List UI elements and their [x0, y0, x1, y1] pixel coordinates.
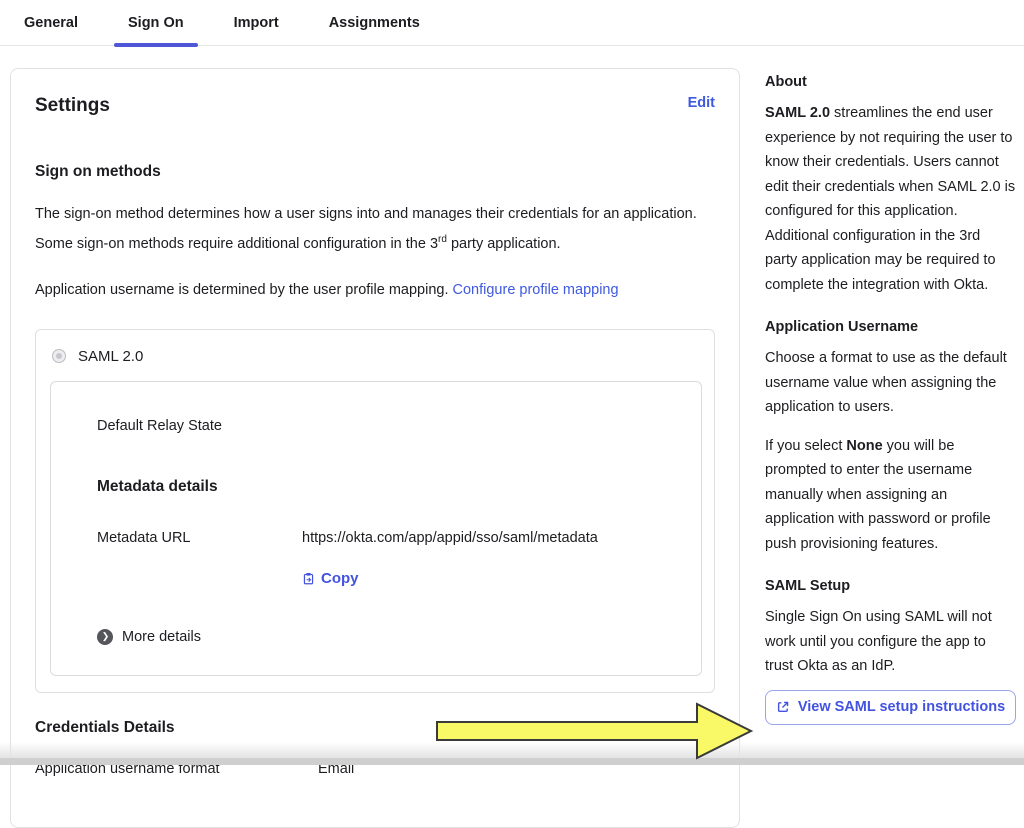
credentials-details-heading: Credentials Details [35, 719, 715, 737]
saml-radio[interactable] [52, 349, 66, 363]
application-username-paragraph-1: Choose a format to use as the default username value when assigning the application to users. [765, 346, 1016, 420]
clipboard-icon [302, 571, 315, 586]
about-heading: About [765, 74, 1016, 90]
metadata-url-value: https://okta.com/app/appid/sso/saml/metadata [302, 530, 598, 546]
saml-radio-row [50, 344, 702, 367]
bottom-strip [0, 758, 1024, 765]
settings-card-header [35, 95, 715, 117]
none-bold-term: None [846, 438, 882, 454]
metadata-url-label: Metadata URL [97, 530, 302, 546]
tab-sign-on[interactable]: Sign On [126, 0, 186, 46]
bottom-fade [0, 742, 1024, 758]
ordinal-superscript: rd [438, 234, 447, 245]
application-username-paragraph-2 [765, 434, 1016, 557]
metadata-details-heading: Metadata details [97, 478, 677, 496]
more-details-toggle[interactable] [97, 629, 677, 645]
none-text-post: you will be prompted to enter the username manually when assigning an application with password or profile push provisioning features. [765, 438, 991, 552]
about-bold-term: SAML 2.0 [765, 105, 830, 121]
view-saml-setup-instructions-label: View SAML setup instructions [798, 699, 1005, 715]
help-sidebar [765, 58, 1016, 725]
copy-button[interactable] [302, 570, 359, 587]
settings-card [10, 68, 740, 828]
more-details-label: More details [122, 629, 201, 645]
tab-bar [0, 0, 1024, 46]
tab-assignments[interactable]: Assignments [327, 0, 422, 46]
chevron-right-icon: ❯ [97, 629, 113, 645]
saml-setup-paragraph: Single Sign On using SAML will not work until you configure the app to trust Okta as an IdP. [765, 605, 1016, 679]
saml-radio-label: SAML 2.0 [78, 348, 143, 365]
copy-row [97, 570, 677, 591]
copy-label: Copy [321, 570, 359, 587]
configure-profile-mapping-link[interactable]: Configure profile mapping [453, 282, 619, 298]
application-username-heading: Application Username [765, 319, 1016, 335]
about-text: streamlines the end user experience by not requiring the user to know their credentials. Users cannot edit their credentials when SAML 2.0 is configured for this application. Additional configuration in the 3rd party application may be required to complete the integration with Okta. [765, 105, 1015, 293]
sign-on-methods-description [35, 201, 705, 257]
external-link-icon [776, 700, 790, 714]
settings-title: Settings [35, 95, 110, 117]
mapping-text: Application username is determined by the user profile mapping. [35, 282, 453, 298]
sign-on-methods-heading: Sign on methods [35, 163, 715, 181]
username-format-label: Application username format [35, 761, 318, 777]
description-text-1: The sign-on method determines how a user signs into and manages their credentials for an application. Some sign-on methods require additional configuration in the 3 [35, 206, 697, 252]
metadata-url-row [97, 530, 677, 546]
about-paragraph [765, 101, 1016, 297]
edit-link[interactable]: Edit [688, 95, 715, 111]
tab-general[interactable]: General [22, 0, 80, 46]
saml-setup-heading: SAML Setup [765, 578, 1016, 594]
username-format-value: Email [318, 761, 354, 777]
view-saml-setup-instructions-button[interactable] [765, 690, 1016, 725]
description-text-2: party application. [447, 236, 561, 252]
saml-method-box [35, 329, 715, 693]
saml-details-box [50, 381, 702, 676]
tab-import[interactable]: Import [232, 0, 281, 46]
username-mapping-description [35, 277, 705, 303]
none-text-pre: If you select [765, 438, 846, 454]
default-relay-state-label: Default Relay State [97, 418, 677, 434]
